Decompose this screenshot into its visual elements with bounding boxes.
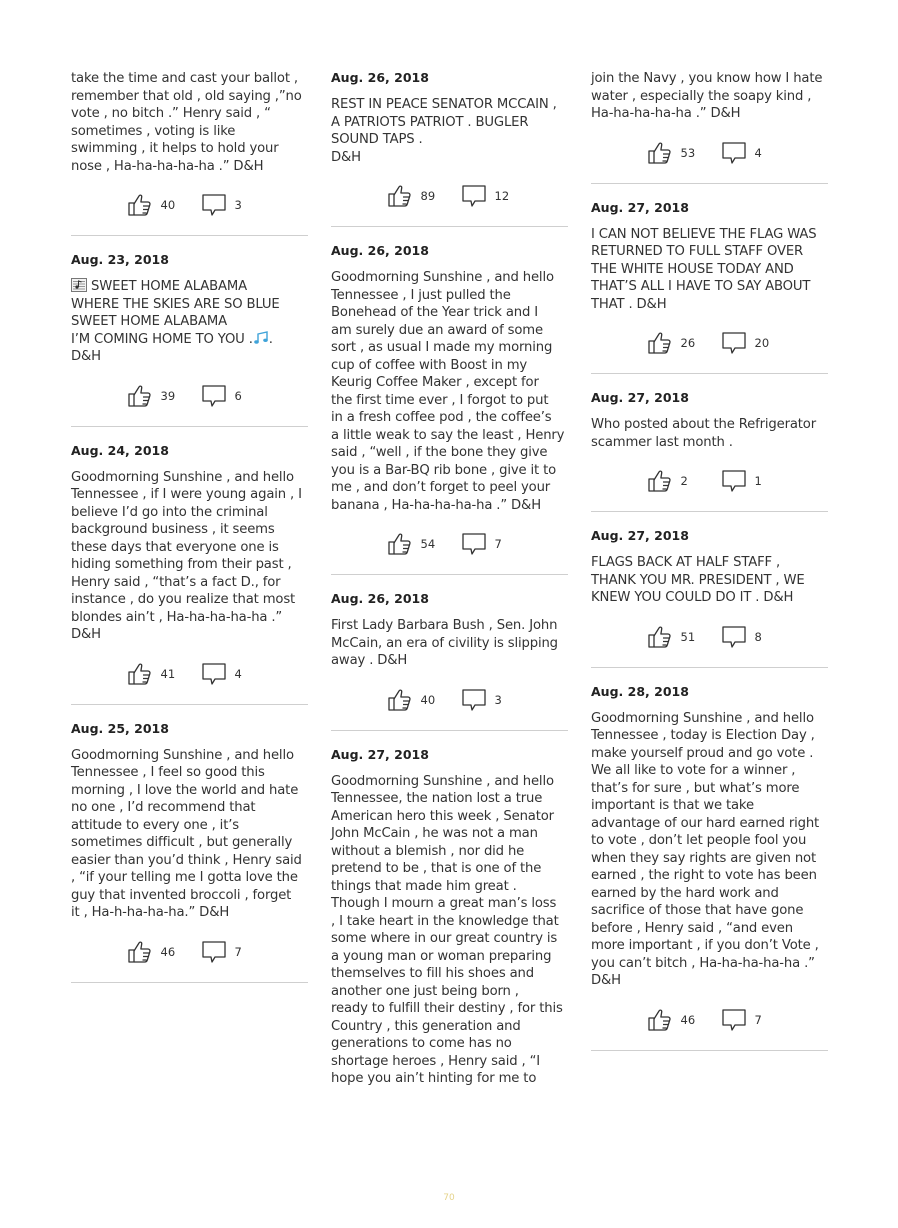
post-date: Aug. 26, 2018 (331, 243, 429, 258)
like-count: 89 (420, 189, 436, 203)
thumbs-up-icon (127, 939, 153, 965)
post-reactions (71, 922, 308, 982)
comment-bubble-icon (721, 140, 747, 166)
post-text-content: REST IN PEACE SENATOR MCCAIN , A PATRIOTS PATRIOT . BUGLER SOUND TAPS . D&H (331, 97, 557, 165)
post (71, 443, 308, 705)
post-text (71, 70, 308, 175)
like-count: 46 (160, 944, 176, 959)
post-reactions (591, 123, 828, 183)
post-reactions (591, 451, 828, 511)
comment-bubble-icon (721, 468, 747, 494)
post-text-content: First Lady Barbara Bush , Sen. John McCain, an era of civility is slipping away . D&H (331, 618, 558, 668)
like-count: 40 (160, 198, 176, 212)
post-date: Aug. 25, 2018 (71, 720, 169, 736)
post-date: Aug. 27, 2018 (591, 390, 689, 405)
post (591, 684, 828, 1051)
comment-bubble-icon (721, 1007, 747, 1033)
comment-button[interactable] (201, 192, 253, 218)
post-text (71, 747, 308, 922)
column-2 (331, 70, 568, 1088)
comment-count: 6 (234, 388, 242, 403)
like-count: 53 (680, 145, 696, 160)
like-count: 26 (680, 336, 696, 350)
like-count: 46 (680, 1012, 696, 1027)
post-date: Aug. 26, 2018 (331, 591, 429, 606)
post-text-content: take the time and cast your ballot , remember that old , old saying ,”no vote , no bitch .” Henry said , “ sometimes , voting is like swimming , it helps to hold your nose , Ha-ha-ha-ha-ha .” D&H (71, 71, 302, 174)
comment-button[interactable] (461, 183, 513, 209)
like-button[interactable] (387, 531, 439, 557)
thumbs-up-icon (387, 183, 413, 209)
column-1 (71, 70, 308, 983)
comment-count: 20 (754, 336, 770, 350)
like-button[interactable] (647, 468, 699, 494)
thumbs-up-icon (647, 468, 673, 494)
post-date: Aug. 27, 2018 (591, 199, 689, 215)
thumbs-up-icon (127, 192, 153, 218)
comment-bubble-icon (201, 661, 227, 687)
sheet-music-icon (71, 279, 87, 294)
comment-bubble-icon (461, 183, 487, 209)
comment-count: 7 (494, 537, 502, 551)
post (331, 591, 568, 731)
comment-count: 7 (234, 944, 242, 959)
column-3 (591, 70, 828, 1051)
comment-bubble-icon (461, 531, 487, 557)
post (591, 390, 828, 512)
post-text (71, 278, 308, 366)
post-reactions (71, 175, 308, 235)
post (331, 70, 568, 227)
post-text-content: Goodmorning Sunshine , and hello Tennessee , today is Election Day , make yourself proud and go vote . We all like to vote for a winner , that’s for sure , but what’s more important is that we take advantage of our hard earned right to vote , don’t let people fool you when they say rights are given not earned , the right to vote has been earned by the hard work and sacrifice of those that have gone before , Henry said , “and even more important , if you don’t Vote , you can’t bitch , Ha-ha-ha-ha-ha .” D&H (591, 710, 820, 988)
comment-count: 1 (754, 474, 762, 488)
comment-button[interactable] (721, 330, 773, 356)
comment-bubble-icon (721, 330, 747, 356)
comment-button[interactable] (201, 661, 253, 687)
page-number: 70 (443, 1193, 455, 1203)
thumbs-up-icon (647, 624, 673, 650)
post (591, 70, 828, 184)
like-button[interactable] (647, 140, 699, 166)
comment-count: 4 (754, 145, 762, 160)
post-text-content: Goodmorning Sunshine , and hello Tennessee , if I were young again , I believe I’d go into the criminal background business , it seems these days that everyone one is hiding something from their past , Henry said , “that’s a fact D., for instance , do you realize that most blondes ain’t , Ha-ha-ha-ha-ha .” D&H (71, 469, 302, 642)
like-count: 54 (420, 537, 436, 551)
post-date: Aug. 24, 2018 (71, 442, 169, 458)
post-text-content: Who posted about the Refrigerator scammer last month . (591, 417, 817, 450)
post-date: Aug. 23, 2018 (71, 252, 169, 267)
post-reactions (331, 670, 568, 730)
post-reactions (71, 366, 308, 426)
comment-count: 4 (234, 666, 242, 681)
comment-button[interactable] (461, 687, 513, 713)
post (591, 528, 828, 668)
post-date: Aug. 27, 2018 (331, 746, 429, 762)
thumbs-up-icon (647, 330, 673, 356)
like-button[interactable] (127, 383, 179, 409)
like-button[interactable] (127, 661, 179, 687)
post-text (591, 710, 828, 990)
thumbs-up-icon (387, 531, 413, 557)
post (591, 200, 828, 375)
post-text (331, 617, 568, 670)
post (331, 243, 568, 575)
thumbs-up-icon (647, 1007, 673, 1033)
thumbs-up-icon (127, 661, 153, 687)
comment-count: 3 (494, 692, 502, 707)
post-date: Aug. 27, 2018 (591, 528, 689, 543)
like-count: 39 (160, 388, 176, 403)
comment-button[interactable] (201, 939, 253, 965)
comment-bubble-icon (721, 624, 747, 650)
thumbs-up-icon (127, 383, 153, 409)
post-text-content: Goodmorning Sunshine , and hello Tennessee , I just pulled the Bonehead of the Year trick and I am surely due an award of some sort , as usual I made my morning cup of coffee with Boost in my Keurig Coffee Maker , except for the first time ever , I forgot to put in a fresh coffee pod , the coffee’s a little weak to say the least , Henry said , “well , if the bone they give you is a Bar-BQ rib bone , give it to me , and don’t forget to peel your banana , Ha-ha-ha-ha-ha .” D&H (331, 270, 565, 513)
comment-count: 3 (234, 198, 242, 212)
thumbs-up-icon (387, 687, 413, 713)
like-button[interactable] (647, 1007, 699, 1033)
post-reactions (591, 313, 828, 373)
comment-button[interactable] (201, 383, 253, 409)
post-reactions (71, 644, 308, 704)
post-text (591, 70, 828, 123)
thumbs-up-icon (647, 140, 673, 166)
post-text (71, 469, 308, 644)
post-date: Aug. 28, 2018 (591, 683, 689, 699)
like-count: 40 (420, 692, 436, 707)
like-count: 2 (680, 474, 688, 488)
like-count: 41 (160, 666, 176, 681)
post (71, 721, 308, 983)
comment-button[interactable] (721, 624, 773, 650)
like-button[interactable] (127, 192, 179, 218)
post-text-content: I CAN NOT BELIEVE THE FLAG WAS RETURNED TO FULL STAFF OVER THE WHITE HOUSE TODAY AND THAT’S ALL I HAVE TO SAY ABOUT THAT . D&H (591, 226, 817, 312)
post-text (591, 554, 828, 607)
post-date: Aug. 26, 2018 (331, 70, 429, 85)
post-text (331, 773, 568, 1088)
comment-count: 8 (754, 629, 762, 644)
post-reactions (331, 514, 568, 574)
comment-bubble-icon (201, 383, 227, 409)
like-button[interactable] (127, 939, 179, 965)
post-reactions (591, 990, 828, 1050)
post-reactions (591, 607, 828, 667)
music-notes-icon (253, 332, 269, 347)
comment-button[interactable] (721, 1007, 773, 1033)
like-button[interactable] (387, 183, 439, 209)
post-text (331, 96, 568, 166)
post-text-tail: . D&H (71, 331, 273, 364)
post-text (591, 416, 828, 451)
comment-bubble-icon (201, 192, 227, 218)
like-button[interactable] (387, 687, 439, 713)
post-text (591, 226, 828, 314)
post-text-content: Goodmorning Sunshine , and hello Tennessee, the nation lost a true American hero this week , Senator John McCain , he was not a man without a blemish , nor did he pretend to be , that is one of the things that made him great . Though I mourn a great man’s loss , I take heart in the knowledge that some where in our great country is a young man or woman preparing themselves to fill his shoes and another one just being born , ready to fulfill their destiny , for this Country , this generation and generations to come has no shortage heroes , Henry said , “I hope you ain’t hinting for me to (331, 773, 563, 1086)
comment-bubble-icon (201, 939, 227, 965)
post-reactions (331, 166, 568, 226)
post-text-content: join the Navy , you know how I hate water , especially the soapy kind , Ha-ha-ha-ha-ha .” D&H (591, 71, 823, 121)
post-text-content: Goodmorning Sunshine , and hello Tennessee , I feel so good this morning , I love the world and hate no one , I’d recommend that attitude to every one , it’s sometimes difficult , but generally easier than you’d think , Henry said , “if your telling me I gotta love the guy that invented broccoli , forget it , Ha-h-ha-ha-ha.” D&H (71, 747, 302, 920)
post (71, 252, 308, 427)
post-text-content: FLAGS BACK AT HALF STAFF , THANK YOU MR. PRESIDENT , WE KNEW YOU COULD DO IT . D&H (591, 555, 805, 605)
like-count: 51 (680, 629, 696, 644)
post-text (331, 269, 568, 514)
post-text-content: SWEET HOME ALABAMA WHERE THE SKIES ARE SO BLUE SWEET HOME ALABAMA I’M COMING HOME TO YOU . (71, 279, 280, 347)
like-button[interactable] (647, 624, 699, 650)
comment-count: 12 (494, 189, 510, 203)
comment-button[interactable] (461, 531, 513, 557)
post (331, 747, 568, 1088)
like-button[interactable] (647, 330, 699, 356)
post (71, 70, 308, 236)
comment-button[interactable] (721, 468, 773, 494)
comment-button[interactable] (721, 140, 773, 166)
comment-count: 7 (754, 1012, 762, 1027)
comment-bubble-icon (461, 687, 487, 713)
